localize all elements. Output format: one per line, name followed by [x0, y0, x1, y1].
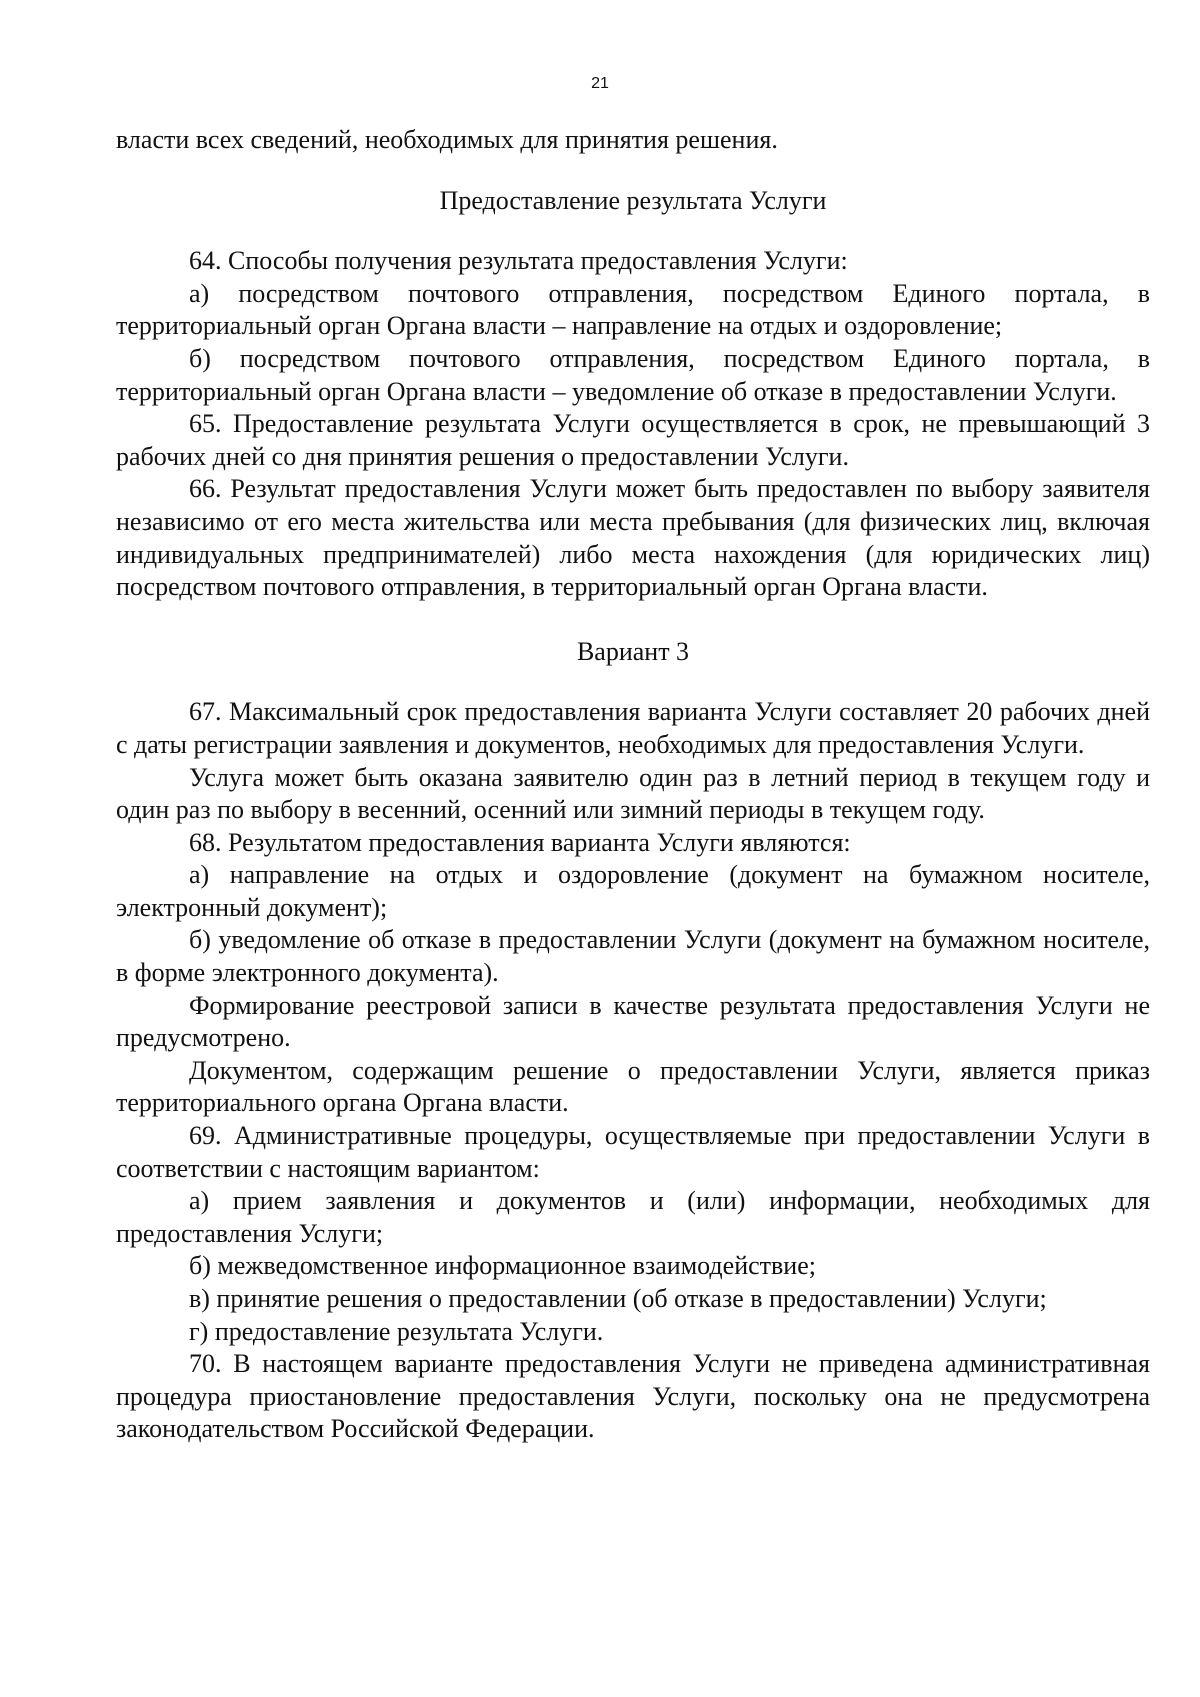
paragraph-69-b: б) межведомственное информационное взаимодействие;	[189, 1251, 816, 1281]
paragraph-68-b: б) уведомление об отказе в предоставлении Услуги (документ на бумажном носителе, в форме электронного документа).	[116, 925, 1150, 988]
paragraph-67-b: Услуга может быть оказана заявителю один раз в летний период в текущем году и один раз по выбору в весенний, осенний или зимний периоды в текущем году.	[116, 762, 1150, 825]
paragraph-68-c: Формирование реестровой записи в качестве результата предоставления Услуги не предусмотрено.	[116, 990, 1150, 1053]
paragraph-69-d: г) предоставление результата Услуги.	[189, 1316, 604, 1346]
paragraph-64-b: б) посредством почтового отправления, посредством Единого портала, в территориальный орган Органа власти – уведомление об отказе в предоставлении Услуги.	[116, 343, 1150, 406]
spacer	[116, 217, 1150, 245]
spacer	[116, 668, 1150, 696]
paragraph-69: 69. Административные процедуры, осуществляемые при предоставлении Услуги в соответствии с настоящим вариантом:	[116, 1121, 1150, 1183]
paragraph-68-d: Документом, содержащим решение о предоставлении Услуги, является приказ территориального органа Органа власти.	[116, 1055, 1150, 1118]
paragraph-67: 67. Максимальный срок предоставления варианта Услуги составляет 20 рабочих дней с даты регистрации заявления и документов, необходимых для предоставления Услуги.	[116, 697, 1150, 759]
paragraph-66: 66. Результат предоставления Услуги может быть предоставлен по выбору заявителя независимо от его места жительства или места пребывания (для физических лиц, включая индивидуальных предпринимателей) либо места нахождения (для юридических лиц) посредством почтового отправления, в территориальный орган Органа власти.	[116, 474, 1150, 602]
spacer	[116, 157, 1150, 185]
paragraph-64-a: а) посредством почтового отправления, посредством Единого портала, в территориальный орган Органа власти – направление на отдых и оздоровление;	[116, 278, 1150, 341]
spacer	[116, 604, 1150, 636]
paragraph-68: 68. Результатом предоставления варианта Услуги являются:	[189, 827, 851, 857]
page-number: 21	[591, 75, 609, 92]
paragraph-69-c: в) принятие решения о предоставлении (об отказе в предоставлении) Услуги;	[189, 1284, 1047, 1313]
section-heading-variant-3: Вариант 3	[576, 636, 690, 666]
paragraph-64: 64. Способы получения результата предоставления Услуги:	[189, 246, 848, 276]
paragraph-70: 70. В настоящем варианте предоставления Услуги не приведена административная процедура приостановление предоставления Услуги, поскольку она не предусмотрена законодательством Российской Федерации.	[116, 1349, 1150, 1444]
paragraph-65: 65. Предоставление результата Услуги осуществляется в срок, не превышающий 3 рабочих дней со дня принятия решения о предоставлении Услуги.	[116, 409, 1150, 471]
document-body	[116, 124, 1150, 1446]
paragraph-68-a: а) направление на отдых и оздоровление (документ на бумажном носителе, электронный документ);	[116, 860, 1150, 922]
paragraph-continuation: власти всех сведений, необходимых для принятия решения.	[116, 125, 778, 154]
section-heading-result: Предоставление результата Услуги	[439, 185, 827, 215]
paragraph-69-a: а) прием заявления и документов и (или) информации, необходимых для предоставления Услуги;	[116, 1186, 1150, 1248]
